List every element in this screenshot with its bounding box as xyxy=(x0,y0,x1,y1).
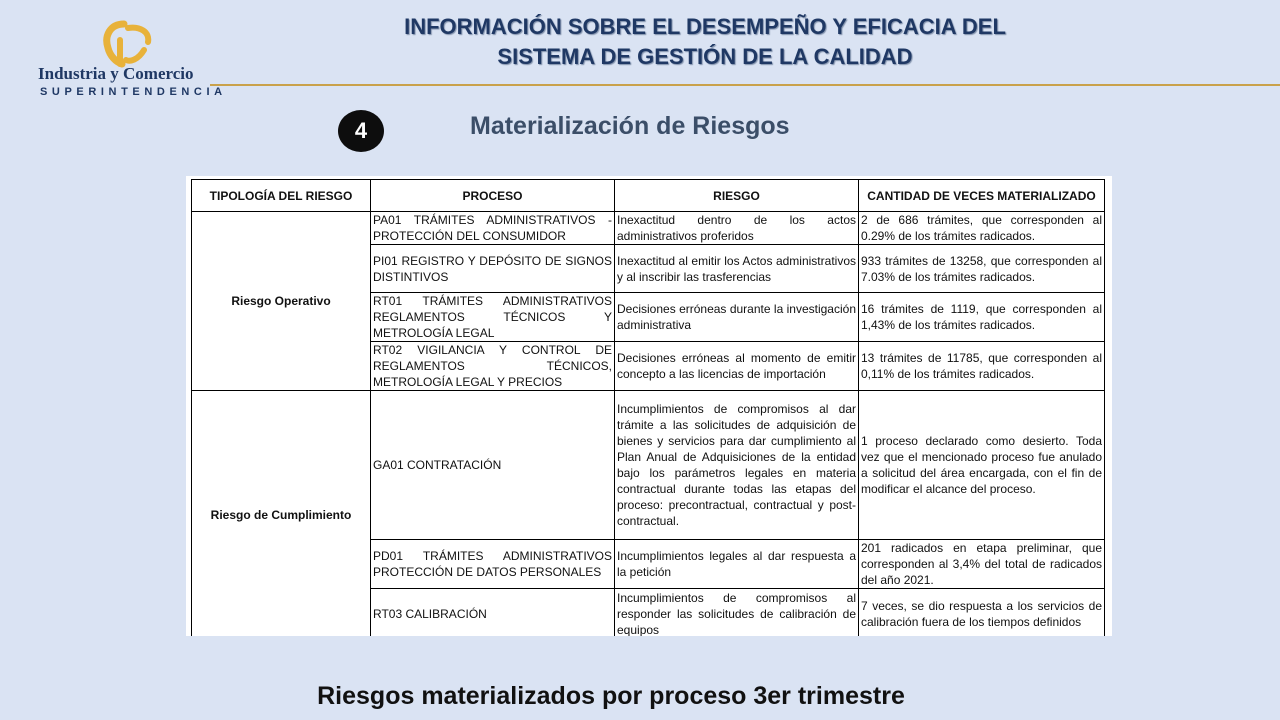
sic-logo-mark-icon xyxy=(100,20,154,68)
proceso-cell: RT02 VIGILANCIA Y CONTROL DE REGLAMENTOS TÉCNICOS, METROLOGÍA LEGAL Y PRECIOS xyxy=(371,342,615,391)
proceso-cell: PA01 TRÁMITES ADMINISTRATIVOS - PROTECCIÓN DEL CONSUMIDOR xyxy=(371,212,615,245)
riesgo-cell: Incumplimientos de compromisos al responder las solicitudes de calibración de equipos xyxy=(615,589,859,637)
header-tipologia: TIPOLOGÍA DEL RIESGO xyxy=(192,180,371,212)
table-header-row xyxy=(192,180,1105,212)
header-title xyxy=(280,12,1130,72)
cantidad-cell: 13 trámites de 11785, que corresponden al 0,11% de los trámites radicados. xyxy=(859,342,1105,391)
riesgo-cell: Incumplimientos de compromisos al dar trámite a las solicitudes de adquisición de bienes y servicios para dar cumplimiento al Plan Anual de Adquisiciones de la entidad bajo los parámetros legales en materia contractual durante todas las etapas del proceso: precontractual, contractual y post-contractual. xyxy=(615,391,859,540)
header-proceso: PROCESO xyxy=(371,180,615,212)
proceso-cell: PD01 TRÁMITES ADMINISTRATIVOS PROTECCIÓN DE DATOS PERSONALES xyxy=(371,540,615,589)
proceso-cell: PI01 REGISTRO Y DEPÓSITO DE SIGNOS DISTINTIVOS xyxy=(371,245,615,293)
tipologia-cell: Riesgo de Cumplimiento xyxy=(192,391,371,637)
risk-table-container xyxy=(186,176,1112,636)
cantidad-cell: 16 trámites de 1119, que corresponden al 1,43% de los trámites radicados. xyxy=(859,293,1105,342)
table-row xyxy=(192,212,1105,245)
riesgo-cell: Inexactitud dentro de los actos administrativos proferidos xyxy=(615,212,859,245)
footer-title: Riesgos materializados por proceso 3er trimestre xyxy=(317,682,905,710)
tipologia-cell: Riesgo Operativo xyxy=(192,212,371,391)
section-title: Materialización de Riesgos xyxy=(470,112,790,140)
logo-org-name: Industria y Comercio xyxy=(38,64,194,83)
cantidad-cell: 7 veces, se dio respuesta a los servicios de calibración fuera de los tiempos definidos xyxy=(859,589,1105,637)
sic-logo xyxy=(36,18,227,100)
proceso-cell: RT03 CALIBRACIÓN xyxy=(371,589,615,637)
logo-org-subtitle: SUPERINTENDENCIA xyxy=(40,86,227,98)
header-title-line1: INFORMACIÓN SOBRE EL DESEMPEÑO Y EFICACIA DEL xyxy=(404,14,1006,39)
table-row xyxy=(192,391,1105,540)
cantidad-cell: 933 trámites de 13258, que corresponden al 7.03% de los trámites radicados. xyxy=(859,245,1105,293)
header-title-line2: SISTEMA DE GESTIÓN DE LA CALIDAD xyxy=(497,44,913,69)
risk-table xyxy=(191,179,1105,636)
cantidad-cell: 1 proceso declarado como desierto. Toda vez que el mencionado proceso fue anulado a solicitud del área encargada, con el fin de modificar el alcance del proceso. xyxy=(859,391,1105,540)
riesgo-cell: Inexactitud al emitir los Actos administrativos y al inscribir las trasferencias xyxy=(615,245,859,293)
riesgo-cell: Decisiones erróneas durante la investigación administrativa xyxy=(615,293,859,342)
riesgo-cell: Incumplimientos legales al dar respuesta a la petición xyxy=(615,540,859,589)
header-divider xyxy=(210,84,1280,86)
riesgo-cell: Decisiones erróneas al momento de emitir concepto a las licencias de importación xyxy=(615,342,859,391)
proceso-cell: GA01 CONTRATACIÓN xyxy=(371,391,615,540)
cantidad-cell: 201 radicados en etapa preliminar, que corresponden al 3,4% del total de radicados del año 2021. xyxy=(859,540,1105,589)
section-number-badge: 4 xyxy=(338,110,384,152)
proceso-cell: RT01 TRÁMITES ADMINISTRATIVOS REGLAMENTOS TÉCNICOS Y METROLOGÍA LEGAL xyxy=(371,293,615,342)
header-riesgo: RIESGO xyxy=(615,180,859,212)
header-cantidad: CANTIDAD DE VECES MATERIALIZADO xyxy=(859,180,1105,212)
cantidad-cell: 2 de 686 trámites, que corresponden al 0.29% de los trámites radicados. xyxy=(859,212,1105,245)
